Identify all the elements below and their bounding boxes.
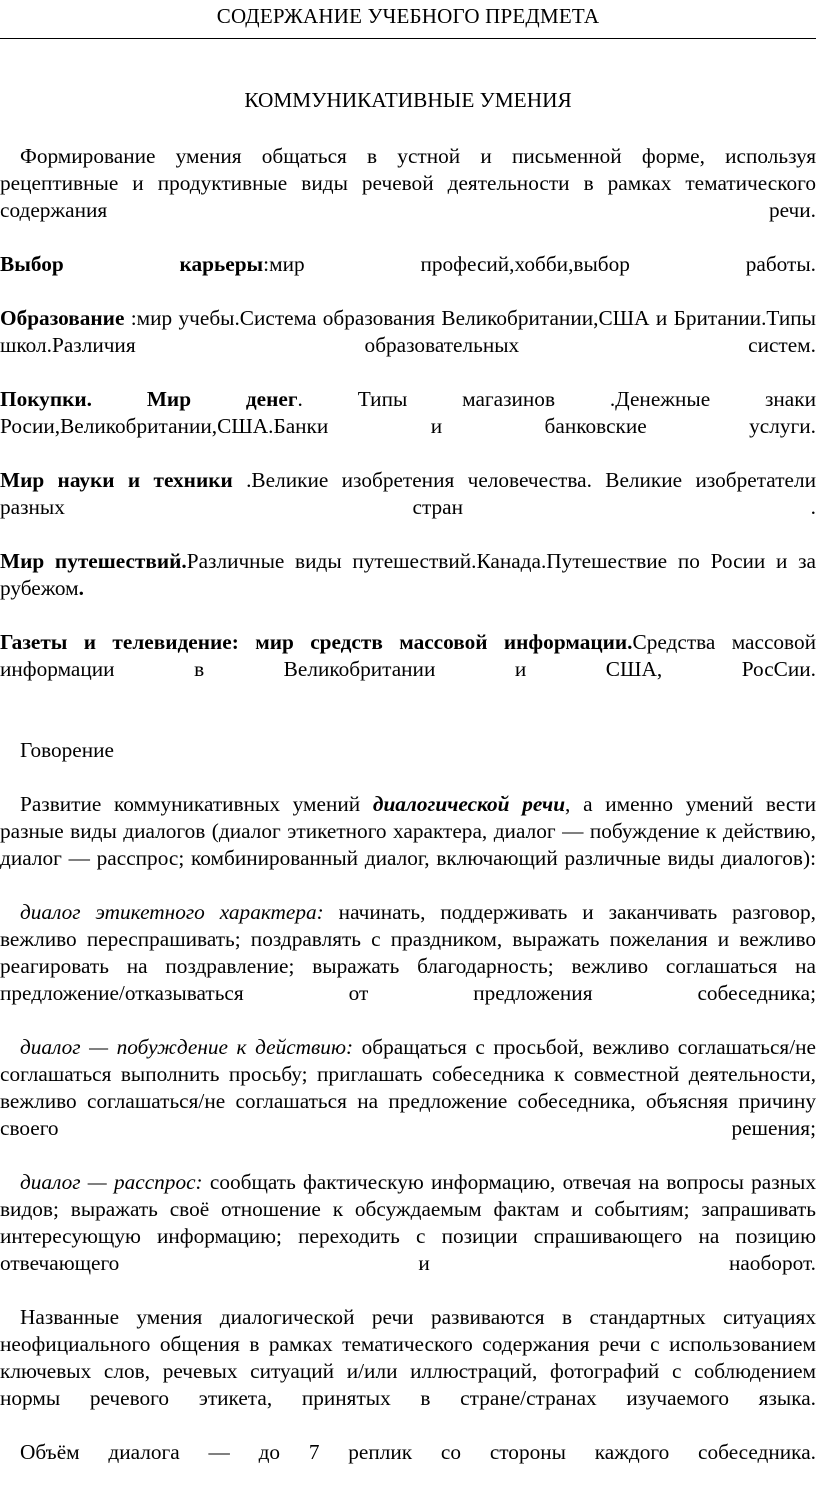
speaking-intro-post: , а именно умений вести разные виды диалогов (диалог этикетного характера, диалог — побуждение к действию, диалог — расспрос; комбинированный диалог, включающий различные виды диалогов): [0,792,816,870]
topic-science [0,467,816,548]
topic-tail: . [78,576,84,600]
dialog-inquiry [0,1169,816,1304]
topic-media [0,629,816,710]
dialog-text: сообщать фактическую информацию, отвечая на вопросы разных видов; выражать своё отношение к обсуждаемым фактам и событиям; запрашивать интересующую информацию; переходить с позиции спрашивающего на позицию отвечающего и наоборот. [0,1170,816,1275]
topic-shopping [0,386,816,467]
section-title: КОММУНИКАТИВНЫЕ УМЕНИЯ [244,88,572,112]
dialog-text: обращаться с просьбой, вежливо соглашаться/не соглашаться выполнить просьбу; приглашать собеседника к совместной деятельности, вежливо соглашаться/не соглашаться на предложение собеседника, объясняя причину своего решения; [0,1035,816,1140]
speaking-summary [0,1304,816,1439]
topic-title: Мир науки и техники [0,468,233,492]
topic-text: .Великие изобретения человечества. Великие изобретатели разных стран . [0,468,816,519]
topic-text: Различные виды путешествий.Канада.Путешествие по Росии и за рубежом [0,549,816,600]
dialog-label: диалог — побуждение к действию: [20,1035,354,1059]
topic-career [0,251,816,305]
dialog-text: начинать, поддерживать и заканчивать разговор, вежливо переспрашивать; поздравлять с праздником, выражать пожелания и вежливо реагировать на поздравление; выражать благодарность; вежливо соглашаться на предложение/отказываться от предложения собеседника; [0,900,816,1005]
speaking-intro [0,791,816,899]
intro-paragraph [0,143,816,251]
topic-title: Мир путешествий. [0,549,187,573]
topic-title: Покупки. Мир денег [0,387,298,411]
speaking-heading: Говорение [20,738,114,762]
dialog-etiquette [0,899,816,1034]
dialog-label: диалог — расспрос: [20,1170,203,1194]
topic-text: :мир учебы.Система образования Великобритании,США и Британии.Типы школ.Различия образовательных систем. [0,306,816,357]
topic-education [0,305,816,386]
topic-title: Выбор карьеры [0,252,264,276]
summary-text: Названные умения диалогической речи развиваются в стандартных ситуациях неофициального общения в рамках тематического содержания речи с использованием ключевых слов, речевых ситуаций и/или иллюстраций, фотографий с соблюдением нормы речевого этикета, принятых в стране/странах изучаемого языка. [0,1305,816,1410]
volume-text: Объём диалога — до 7 реплик со стороны каждого собеседника. [20,1440,816,1464]
topic-text: . Типы магазинов .Денежные знаки Росии,Великобритании,США.Банки и банковские услуги. [0,387,816,438]
topic-travel [0,548,816,629]
topic-text: Средства массовой информации в Великобритании и США, РосСии. [0,630,816,681]
topic-title: Газеты и телевидение: мир средств массовой информации. [0,630,633,654]
topic-text: :мир професий,хобби,выбор работы. [263,252,816,276]
dialog-volume [0,1439,816,1493]
topic-title: Образование [0,306,125,330]
dialog-action [0,1034,816,1169]
speaking-intro-pre: Развитие коммуникативных умений [20,792,373,816]
page-header [0,0,816,39]
document-header-title: СОДЕРЖАНИЕ УЧЕБНОГО ПРЕДМЕТА [216,4,600,28]
dialog-label: диалог этикетного характера: [20,900,324,924]
document-body [0,87,816,1493]
speaking-intro-emphasis: диалогической речи [372,792,566,816]
intro-text: Формирование умения общаться в устной и письменной форме, используя рецептивные и продуктивные виды речевой деятельности в рамках тематического содержания речи. [0,144,816,222]
